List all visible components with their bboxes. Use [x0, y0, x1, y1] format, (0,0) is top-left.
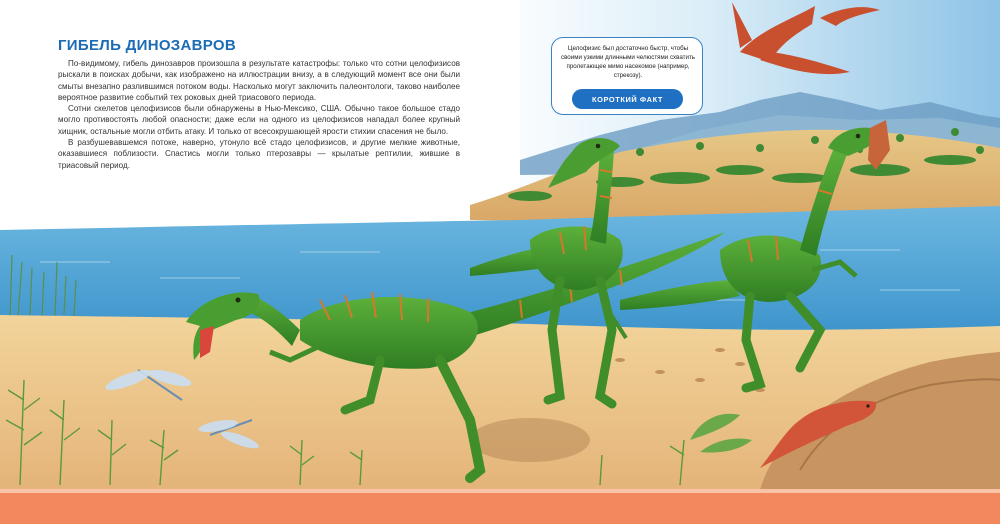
page-title: ГИБЕЛЬ ДИНОЗАВРОВ: [58, 37, 236, 54]
paragraph: В разбушевавшемся потоке, наверно, утонуло всё стадо целофизисов, и другие мелкие животные, оказавшиеся поблизости. Спастись могли только птерозавры — крылатые рептилии, жившие в триасовый период.: [58, 138, 460, 170]
fact-box: [551, 37, 703, 115]
paragraph: Сотни скелетов целофизисов были обнаружены в Нью-Мексико, США. Обычно такое большое стадо могло противостоять любой опасности; даже если на одного из целофизисов нападал более крупный хищник, остальные могли отбить атаку. И только от всесокрушающей ярости стихии спасения не было.: [58, 104, 460, 136]
paragraph: По-видимому, гибель динозавров произошла в результате катастрофы: только что сотни целофизисов рыскали в поисках добычи, как изображено на иллюстрации внизу, а в следующий момент все они были смыты внезапно разлившимся потоком воды. Насколько могут заключить палеонтологи, таково наиболее вероятное развитие событий тех роковых дней триасового периода.: [58, 59, 460, 102]
footer-divider: [0, 489, 1000, 493]
article-body: [58, 58, 460, 171]
short-fact-button[interactable]: КОРОТКИЙ ФАКТ: [572, 89, 683, 109]
footer-band: [0, 489, 1000, 524]
fact-text: Целофизис был достаточно быстр, чтобы своими узкими длинными челюстями схватить пролетающее мимо насекомое (например, стрекозу).: [560, 45, 696, 79]
